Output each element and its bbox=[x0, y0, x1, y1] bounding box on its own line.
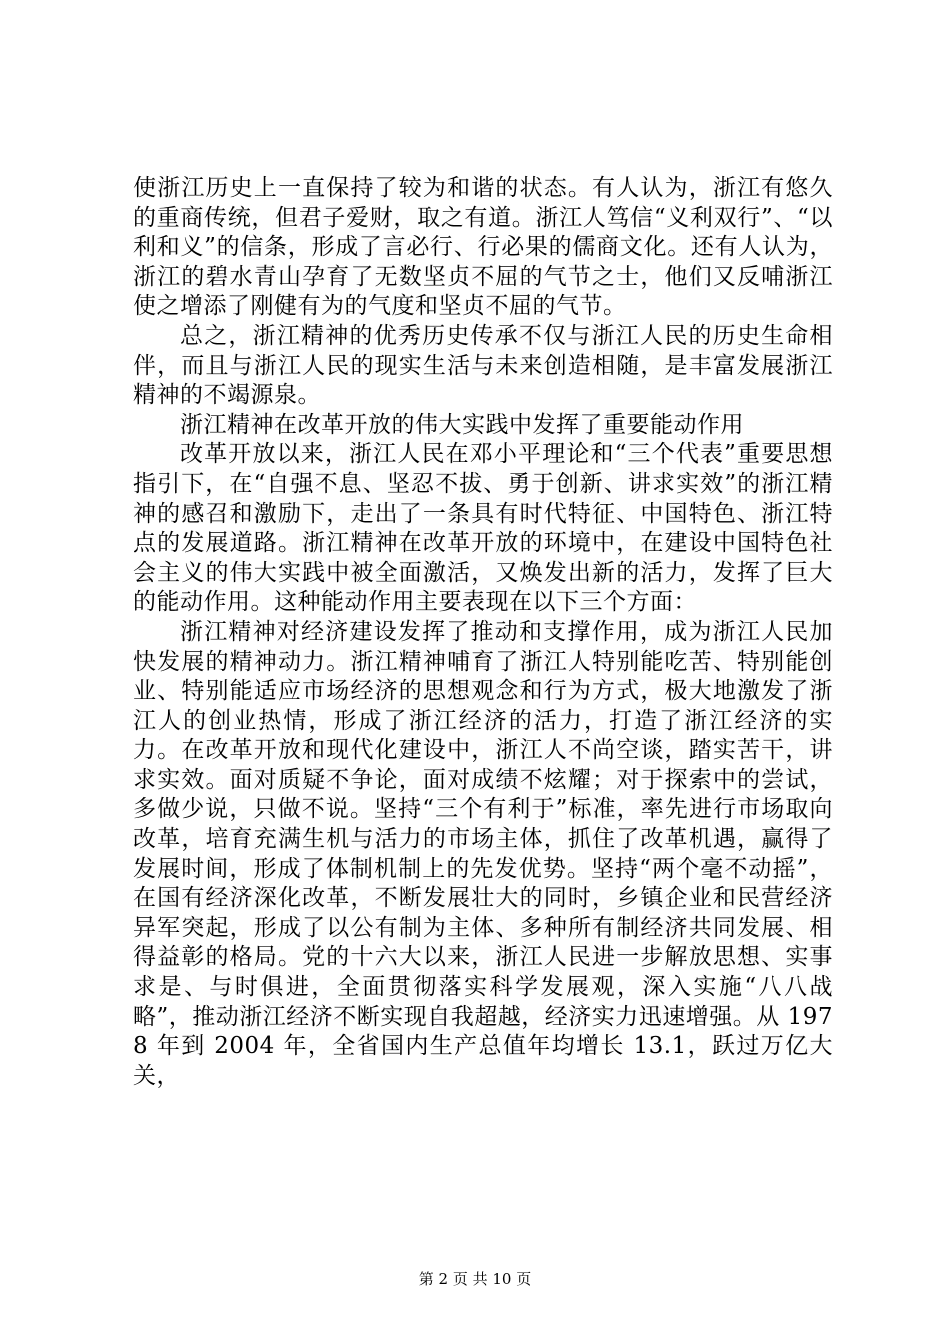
page-number: 第 2 页 共 10 页 bbox=[418, 1270, 532, 1288]
page-footer bbox=[0, 1269, 950, 1289]
paragraph-2: 总之，浙江精神的优秀历史传承不仅与浙江人民的历史生命相伴，而且与浙江人民的现实生活与未来创造相随，是丰富发展浙江精神的不竭源泉。 bbox=[133, 322, 833, 409]
paragraph-3: 改革开放以来，浙江人民在邓小平理论和“三个代表”重要思想指引下，在“自强不息、坚忍不拔、勇于创新、讲求实效”的浙江精神的感召和激励下，走出了一条具有时代特征、中国特色、浙江特点的发展道路。浙江精神在改革开放的环境中，在建设中国特色社会主义的伟大实践中被全面激活，又焕发出新的活力，发挥了巨大的能动作用。这种能动作用主要表现在以下三个方面： bbox=[133, 441, 833, 616]
paragraph-4: 浙江精神对经济建设发挥了推动和支撑作用，成为浙江人民加快发展的精神动力。浙江精神哺育了浙江人特别能吃苦、特别能创业、特别能适应市场经济的思想观念和行为方式，极大地激发了浙江人的创业热情，形成了浙江经济的活力，打造了浙江经济的实力。在改革开放和现代化建设中，浙江人不尚空谈，踏实苦干，讲求实效。面对质疑不争论，面对成绩不炫耀；对于探索中的尝试，多做少说，只做不说。坚持“三个有利于”标准，率先进行市场取向改革，培育充满生机与活力的市场主体，抓住了改革机遇，赢得了发展时间，形成了体制机制上的先发优势。坚持“两个毫不动摇”，在国有经济深化改革，不断发展壮大的同时，乡镇企业和民营经济异军突起，形成了以公有制为主体、多种所有制经济共同发展、相得益彰的格局。党的十六大以来，浙江人民进一步解放思想、实事求是、与时俱进，全面贯彻落实科学发展观，深入实施“八八战略”，推动浙江经济不断实现自我超越，经济实力迅速增强。从 1978 年到 2004 年，全省国内生产总值年均增长 13.1，跃过万亿大关， bbox=[133, 618, 833, 1089]
document-body bbox=[133, 174, 833, 1091]
section-heading: 浙江精神在改革开放的伟大实践中发挥了重要能动作用 bbox=[180, 411, 744, 438]
paragraph-1: 使浙江历史上一直保持了较为和谐的状态。有人认为，浙江有悠久的重商传统，但君子爱财，取之有道。浙江人笃信“义利双行”、“以利和义”的信条，形成了言必行、行必果的儒商文化。还有人认为，浙江的碧水青山孕育了无数坚贞不屈的气节之士，他们又反哺浙江使之增添了刚健有为的气度和坚贞不屈的气节。 bbox=[133, 175, 833, 320]
